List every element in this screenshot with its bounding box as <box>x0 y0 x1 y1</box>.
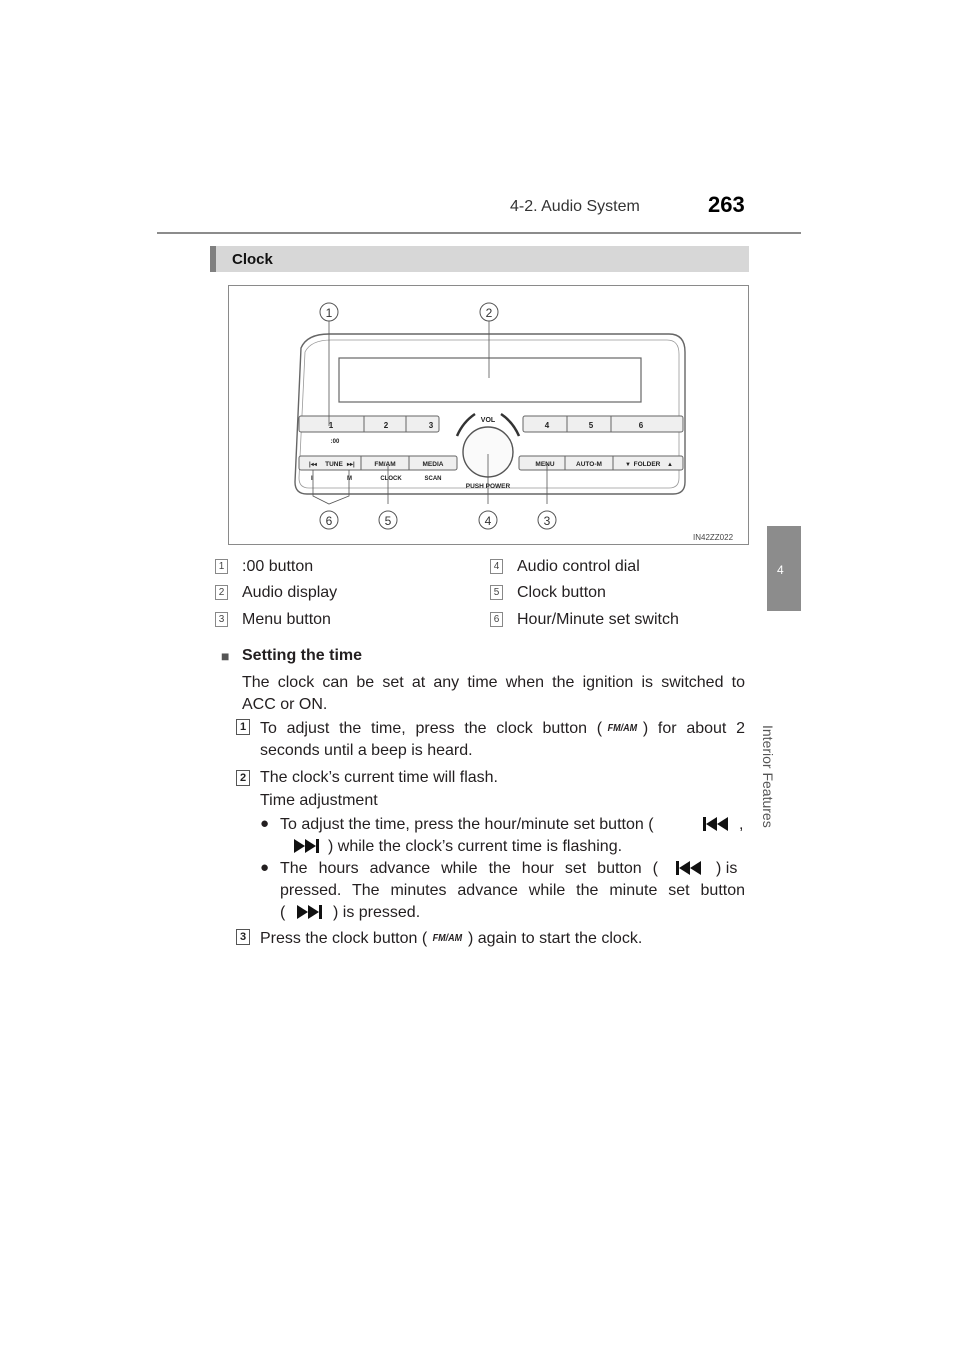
legend-num: 5 <box>490 585 503 600</box>
header-divider <box>157 232 801 234</box>
preset-6-label: 6 <box>638 421 644 430</box>
bullet-2-text-d: ( <box>280 904 286 921</box>
audio-unit-figure <box>228 285 749 545</box>
callout-6-label: 6 <box>325 514 333 528</box>
legend-text: Clock button <box>517 584 606 601</box>
seek-forward-icon <box>294 839 320 853</box>
step-1-line-1 <box>260 718 745 740</box>
tune-next-icon: ▸▸| <box>347 462 355 468</box>
seek-forward-icon <box>297 905 323 919</box>
minute-label-mark: M <box>347 476 352 482</box>
bullet-1-text-a: To adjust the time, press the hour/minute set button ( <box>280 816 654 833</box>
audio-unit-illustration <box>229 286 748 544</box>
fmam-button-icon: FM/AM <box>607 723 638 734</box>
legend-text: :00 button <box>242 558 314 575</box>
step-3-text-a: Press the clock button ( <box>260 930 428 948</box>
bullet-2-text-e: ) is pressed. <box>333 904 421 921</box>
bullet-marker: ● <box>260 859 270 876</box>
vol-label: VOL <box>480 417 496 424</box>
hour-label-mark: I <box>311 476 313 482</box>
figure-code: IN42ZZ022 <box>693 533 734 542</box>
subsection-heading: Setting the time <box>242 647 363 664</box>
chapter-number: 4 <box>777 563 784 577</box>
legend-text: Audio display <box>242 584 338 601</box>
legend-text: Audio control dial <box>517 558 640 575</box>
legend-num: 2 <box>215 585 228 600</box>
seek-back-icon <box>703 817 729 831</box>
preset-3-label: 3 <box>428 421 434 430</box>
step-1-text-a: To adjust the time, press the clock button ( <box>260 720 603 738</box>
media-label: MEDIA <box>422 461 444 468</box>
legend-num: 4 <box>490 559 503 574</box>
preset-row-left <box>299 416 439 432</box>
section-square-marker: ■ <box>221 648 230 664</box>
bullet-marker: ● <box>260 815 270 832</box>
folder-label: FOLDER <box>633 461 661 468</box>
section-title: Clock <box>232 251 273 268</box>
step-2-line-2: Time adjustment <box>260 792 378 809</box>
clock-label: CLOCK <box>380 476 402 482</box>
scan-label: SCAN <box>424 476 442 482</box>
bullet-1-text-b: , <box>739 816 744 833</box>
step-number: 1 <box>236 719 250 735</box>
preset-4-label: 4 <box>544 421 550 430</box>
preset-1-label: 1 <box>328 421 334 430</box>
legend-text: Menu button <box>242 611 331 628</box>
page-number: 263 <box>708 192 745 217</box>
header-section-title: 4-2. Audio System <box>510 198 640 215</box>
folder-up-icon: ▲ <box>667 462 673 468</box>
legend-num: 6 <box>490 612 503 627</box>
bullet-2-text-a: The hours advance while the hour set button ( <box>280 860 658 877</box>
bullet-2-text-c: pressed. The minutes advance while the minute set button <box>280 882 745 899</box>
callout-4-label: 4 <box>484 514 492 528</box>
bullet-2-text-b: ) is <box>716 860 738 877</box>
preset-2-label: 2 <box>383 421 389 430</box>
callout-5-label: 5 <box>384 514 392 528</box>
step-2-line-1: The clock’s current time will flash. <box>260 769 498 786</box>
autom-label: AUTO-M <box>576 461 602 468</box>
intro-line-2: ACC or ON. <box>242 696 328 713</box>
chapter-tab <box>767 526 801 611</box>
step-1-text-b: ) for about 2 <box>642 720 745 738</box>
seek-back-icon <box>676 861 702 875</box>
legend-text: Hour/Minute set switch <box>517 611 679 628</box>
tune-label: TUNE <box>325 461 343 468</box>
step-1-line-2: seconds until a beep is heard. <box>260 742 473 759</box>
step-number: 2 <box>236 770 250 786</box>
callout-3-label: 3 <box>543 514 551 528</box>
bullet-1-text-c: ) while the clock’s current time is flashing. <box>328 838 623 855</box>
step-number: 3 <box>236 929 250 945</box>
display-screen <box>339 358 641 402</box>
fmam-button-icon: FM/AM <box>432 933 463 944</box>
legend-num: 3 <box>215 612 228 627</box>
zero-label: :00 <box>330 439 340 445</box>
callout-1-label: 1 <box>325 306 333 320</box>
callout-2-label: 2 <box>485 306 493 320</box>
legend-num: 1 <box>215 559 228 574</box>
push-power-label: PUSH POWER <box>465 483 511 490</box>
tune-prev-icon: |◂◂ <box>309 462 317 468</box>
preset-5-label: 5 <box>588 421 594 430</box>
intro-line-1: The clock can be set at any time when the ignition is switched to <box>242 674 745 691</box>
menu-label: MENU <box>535 461 555 468</box>
folder-down-icon: ▼ <box>625 462 631 468</box>
step-3-text-b: ) again to start the clock. <box>467 930 643 948</box>
fmam-label: FM/AM <box>374 461 396 468</box>
section-bar <box>210 246 749 272</box>
step-3-line-1 <box>260 928 642 950</box>
